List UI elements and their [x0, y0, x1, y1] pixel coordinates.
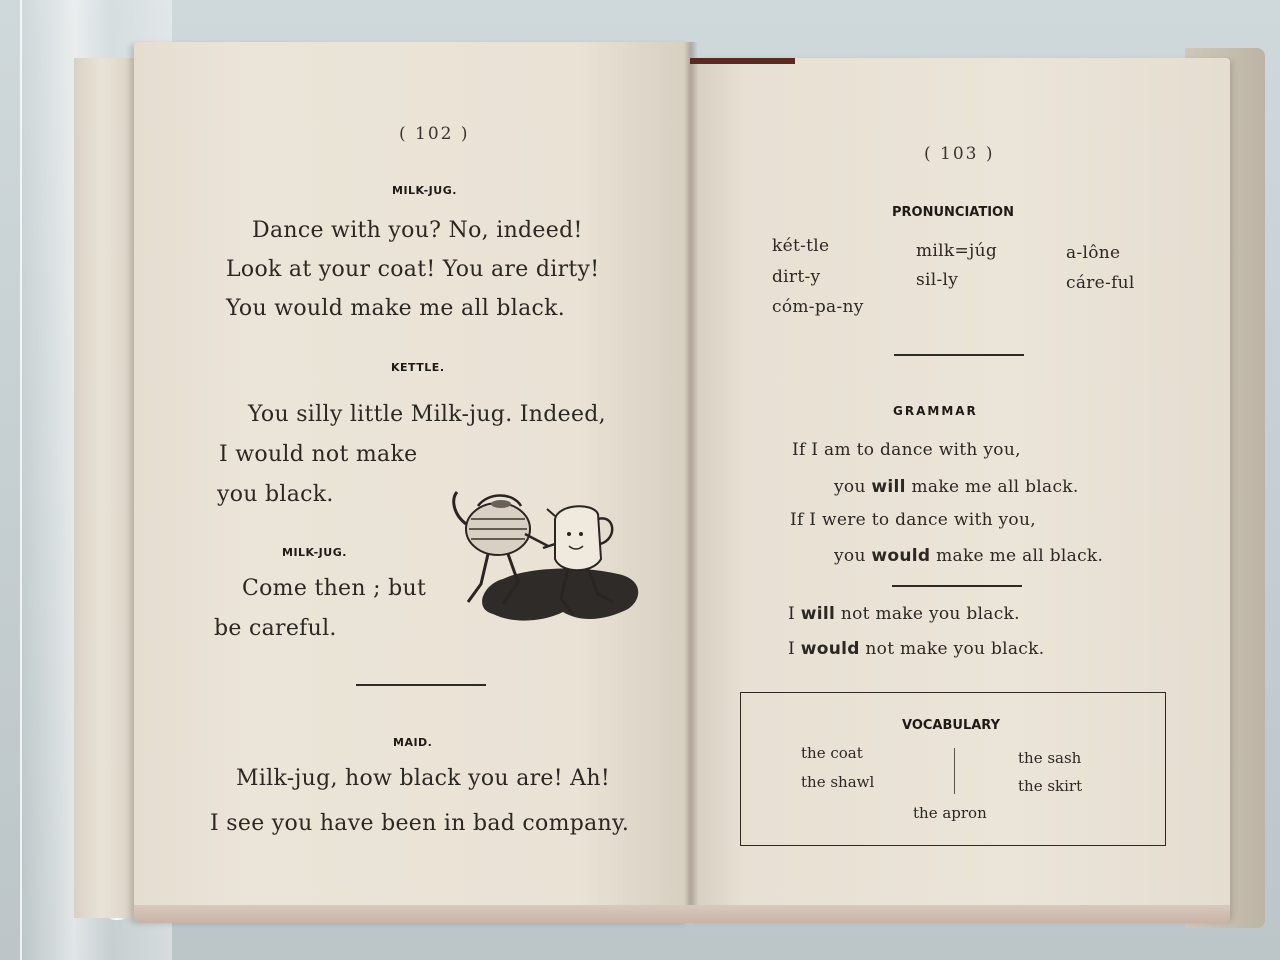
book-bottom-edge [134, 905, 1230, 923]
dialogue-line: Look at your coat! You are dirty! [226, 257, 600, 282]
dialogue-line: You would make me all black. [226, 296, 566, 321]
grammar-bold-word: will [800, 604, 836, 624]
vocabulary-word: the skirt [1018, 777, 1083, 795]
pronunciation-word: a-lône [1066, 243, 1121, 263]
pronunciation-word: cáre-ful [1066, 273, 1135, 293]
grammar-bold-word: will [871, 477, 906, 497]
grammar-line: you will make me all black. [834, 477, 1079, 497]
pronunciation-heading: PRONUNCIATION [892, 205, 1014, 220]
grammar-line: If I were to dance with you, [790, 510, 1036, 530]
dialogue-line: be careful. [214, 616, 337, 641]
speaker-kettle: KETTLE. [391, 361, 445, 374]
pronunciation-word: milk=júg [916, 241, 998, 261]
speaker-milk-jug-2: MILK-JUG. [282, 546, 347, 559]
pronunciation-word: sil-ly [916, 270, 959, 290]
dialogue-line: Milk-jug, how black you are! Ah! [236, 766, 610, 791]
vocabulary-word: the apron [913, 804, 987, 822]
pronunciation-word: dirt-y [772, 267, 821, 287]
grammar-bold-word: would [871, 546, 931, 566]
vocabulary-word: the shawl [801, 773, 875, 791]
vocabulary-box [740, 692, 1166, 846]
dialogue-line: you black. [217, 482, 334, 507]
grammar-bold-word: would [800, 639, 860, 659]
right-page-number: ( 103 ) [924, 144, 995, 164]
section-divider [356, 684, 486, 686]
speaker-maid: MAID. [393, 736, 433, 749]
vocabulary-word: the coat [801, 744, 863, 762]
dialogue-line: I would not make [219, 442, 418, 467]
grammar-heading: GRAMMAR [893, 404, 978, 418]
kettle-and-milk-jug-illustration [443, 484, 648, 634]
dialogue-line: You silly little Milk-jug. Indeed, [248, 402, 606, 427]
dialogue-line: Dance with you? No, indeed! [252, 218, 583, 243]
section-divider [894, 354, 1024, 356]
dialogue-line: Come then ; but [242, 576, 427, 601]
vocabulary-heading: VOCABULARY [902, 718, 1001, 733]
grammar-line: I would not make you black. [788, 639, 1045, 659]
speaker-milk-jug-1: MILK-JUG. [392, 184, 457, 197]
pronunciation-word: cóm-pa-ny [772, 297, 864, 317]
grammar-line: If I am to dance with you, [792, 440, 1021, 460]
grammar-line: you would make me all black. [834, 546, 1104, 566]
section-divider [892, 585, 1022, 587]
vocabulary-word: the sash [1018, 749, 1082, 767]
grammar-line: I will not make you black. [788, 604, 1020, 624]
book-gutter [684, 42, 698, 922]
left-page-number: ( 102 ) [399, 124, 470, 144]
pronunciation-word: két-tle [772, 236, 830, 256]
book-headband [690, 58, 795, 64]
vocabulary-divider [954, 748, 955, 794]
dialogue-line: I see you have been in bad company. [210, 811, 630, 836]
